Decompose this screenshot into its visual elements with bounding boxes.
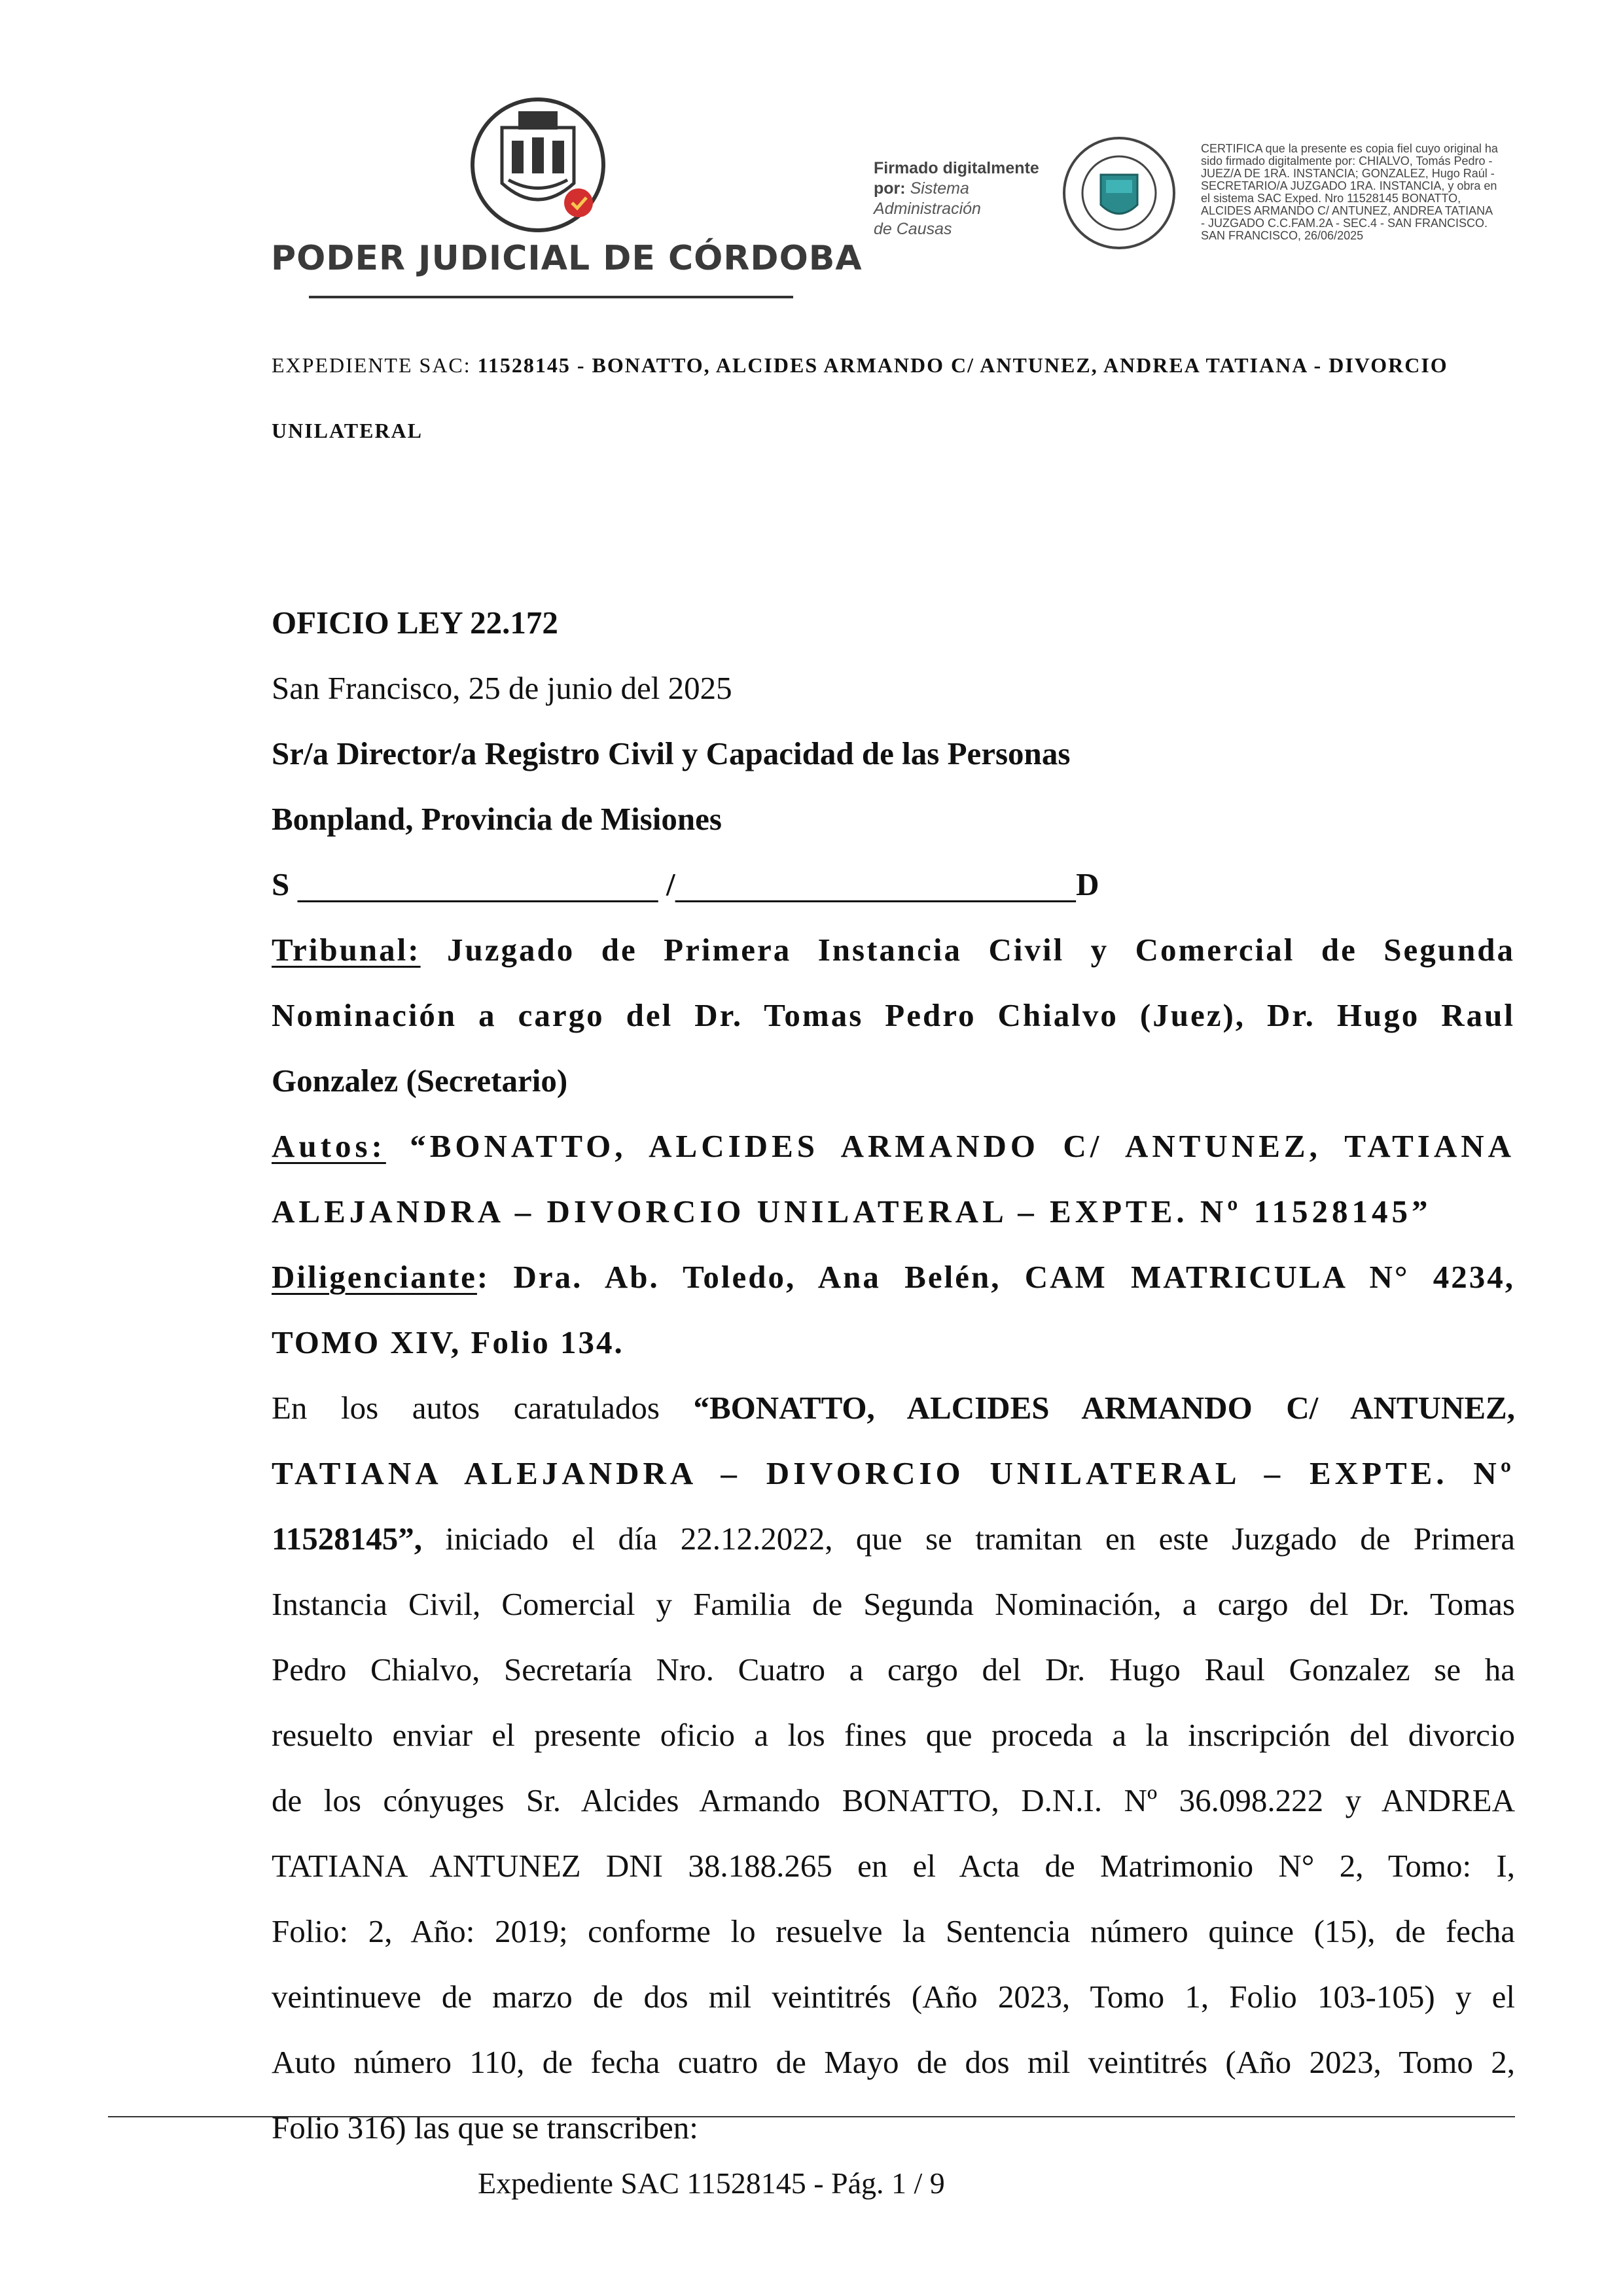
- place-date: San Francisco, 25 de junio del 2025: [272, 670, 732, 706]
- cert-line: SECRETARIO/A JUZGADO 1RA. INSTANCIA, y obra en: [1201, 179, 1497, 192]
- paragraph-line: Instancia Civil, Comercial y Familia de Segunda Nominación, a cargo del Dr. Tomas: [272, 1586, 1515, 1622]
- paragraph-line: [272, 1388, 1515, 1428]
- digital-signature-note: [874, 158, 1039, 239]
- paragraph-text: iniciado el día 22.12.2022, que se tramitan en este Juzgado de Primera: [422, 1521, 1515, 1557]
- paragraph-line: de los cónyuges Sr. Alcides Armando BONATTO, D.N.I. Nº 36.098.222 y ANDREA: [272, 1782, 1515, 1818]
- paragraph-line: veintinueve de marzo de dos mil veintitrés (Año 2023, Tomo 1, Folio 103-105) y el: [272, 1979, 1515, 2015]
- cert-line: SAN FRANCISCO, 26/06/2025: [1201, 229, 1364, 242]
- paragraph-text: En los autos caratulados: [272, 1390, 694, 1426]
- sd-s: S: [272, 866, 290, 902]
- sd-d: D: [1076, 866, 1099, 902]
- tribunal-line-2: Nominación a cargo del Dr. Tomas Pedro Chialvo (Juez), Dr. Hugo Raul: [272, 997, 1515, 1033]
- tribunal-line-3: Gonzalez (Secretario): [272, 1063, 568, 1099]
- paragraph-line: [272, 1519, 1515, 1559]
- sd-blank-2: [675, 866, 1077, 902]
- footer-divider: [108, 2116, 1515, 2117]
- cert-line: el sistema SAC Exped. Nro 11528145 BONATTO,: [1201, 192, 1461, 205]
- certification-text: [1201, 143, 1541, 242]
- diligenciante-line-2: TOMO XIV, Folio 134.: [272, 1324, 624, 1360]
- justicia-cordoba-seal-icon: [1060, 134, 1178, 252]
- tribunal-text: Juzgado de Primera Instancia Civil y Comercial de Segunda: [447, 932, 1516, 968]
- addressee: Sr/a Director/a Registro Civil y Capacidad de las Personas: [272, 735, 1071, 771]
- cert-line: ALCIDES ARMANDO C/ ANTUNEZ, ANDREA TATIANA: [1201, 204, 1493, 217]
- court-logo: [270, 92, 863, 314]
- paragraph-line: Pedro Chialvo, Secretaría Nro. Cuatro a cargo del Dr. Hugo Raul Gonzalez se ha: [272, 1651, 1515, 1687]
- cordoba-shield-icon: [466, 92, 616, 242]
- tribunal-line-1: [272, 930, 1515, 970]
- autos-line-2: ALEJANDRA – DIVORCIO UNILATERAL – EXPTE. Nº 11528145”: [272, 1193, 1432, 1229]
- expediente-value: 11528145 - BONATTO, ALCIDES ARMANDO C/ ANTUNEZ, ANDREA TATIANA - DIVORCIO: [477, 353, 1448, 377]
- diligenciante-line-1: [272, 1258, 1515, 1297]
- page-footer: Expediente SAC 11528145 - Pág. 1 / 9: [478, 2166, 945, 2200]
- cert-line: JUEZ/A DE 1RA. INSTANCIA; GONZALEZ, Hugo Raúl -: [1201, 167, 1495, 180]
- cert-line: - JUZGADO C.C.FAM.2A - SEC.4 - SAN FRANCISCO.: [1201, 217, 1488, 230]
- paragraph-line: Folio: 2, Año: 2019; conforme lo resuelve la Sentencia número quince (15), de fecha: [272, 1913, 1515, 1949]
- paragraph-line: Auto número 110, de fecha cuatro de Mayo de dos mil veintitrés (Año 2023, Tomo 2,: [272, 2044, 1515, 2080]
- autos-label: Autos:: [272, 1128, 386, 1164]
- sd-blank-1: [298, 866, 658, 902]
- paragraph-line: resuelto enviar el presente oficio a los fines que proceda a la inscripción del divorcio: [272, 1717, 1515, 1753]
- addressee-place: Bonpland, Provincia de Misiones: [272, 801, 722, 837]
- signature-line-3: Administración: [874, 200, 981, 218]
- signature-line-4: de Causas: [874, 220, 952, 238]
- tribunal-label: Tribunal:: [272, 932, 421, 968]
- logo-divider: [309, 296, 793, 298]
- paragraph-line: Folio 316) las que se transcriben:: [272, 2110, 698, 2146]
- logo-title: PODER JUDICIAL DE CÓRDOBA: [271, 239, 863, 278]
- signature-by: por:: [874, 179, 906, 198]
- autos-line-1: [272, 1127, 1515, 1166]
- expediente-label: EXPEDIENTE SAC:: [272, 353, 478, 377]
- expediente-header: [272, 353, 1448, 378]
- expediente-header-cont: UNILATERAL: [272, 419, 423, 442]
- diligenciante-text: : Dra. Ab. Toledo, Ana Belén, CAM MATRICULA N° 4234,: [476, 1259, 1515, 1295]
- signature-line-1: Firmado digitalmente: [874, 159, 1039, 177]
- cert-line: CERTIFICA que la presente es copia fiel cuyo original ha: [1201, 142, 1498, 155]
- paragraph-line: TATIANA ALEJANDRA – DIVORCIO UNILATERAL – EXPTE. Nº: [272, 1455, 1515, 1491]
- paragraph-line: TATIANA ANTUNEZ DNI 38.188.265 en el Acta de Matrimonio N° 2, Tomo: I,: [272, 1848, 1515, 1884]
- sd-slash: /: [666, 866, 675, 902]
- signature-system: Sistema: [910, 179, 969, 198]
- paragraph-bold: 11528145”,: [272, 1521, 423, 1557]
- cert-line: sido firmado digitalmente por: CHIALVO, Tomás Pedro -: [1201, 154, 1493, 168]
- autos-text: “BONATTO, ALCIDES ARMANDO C/ ANTUNEZ, TATIANA: [410, 1128, 1516, 1164]
- salutation-sd: [272, 865, 1515, 904]
- document-title: OFICIO LEY 22.172: [272, 605, 558, 641]
- diligenciante-label: Diligenciante: [272, 1259, 477, 1295]
- paragraph-bold: “BONATTO, ALCIDES ARMANDO C/ ANTUNEZ,: [693, 1390, 1515, 1426]
